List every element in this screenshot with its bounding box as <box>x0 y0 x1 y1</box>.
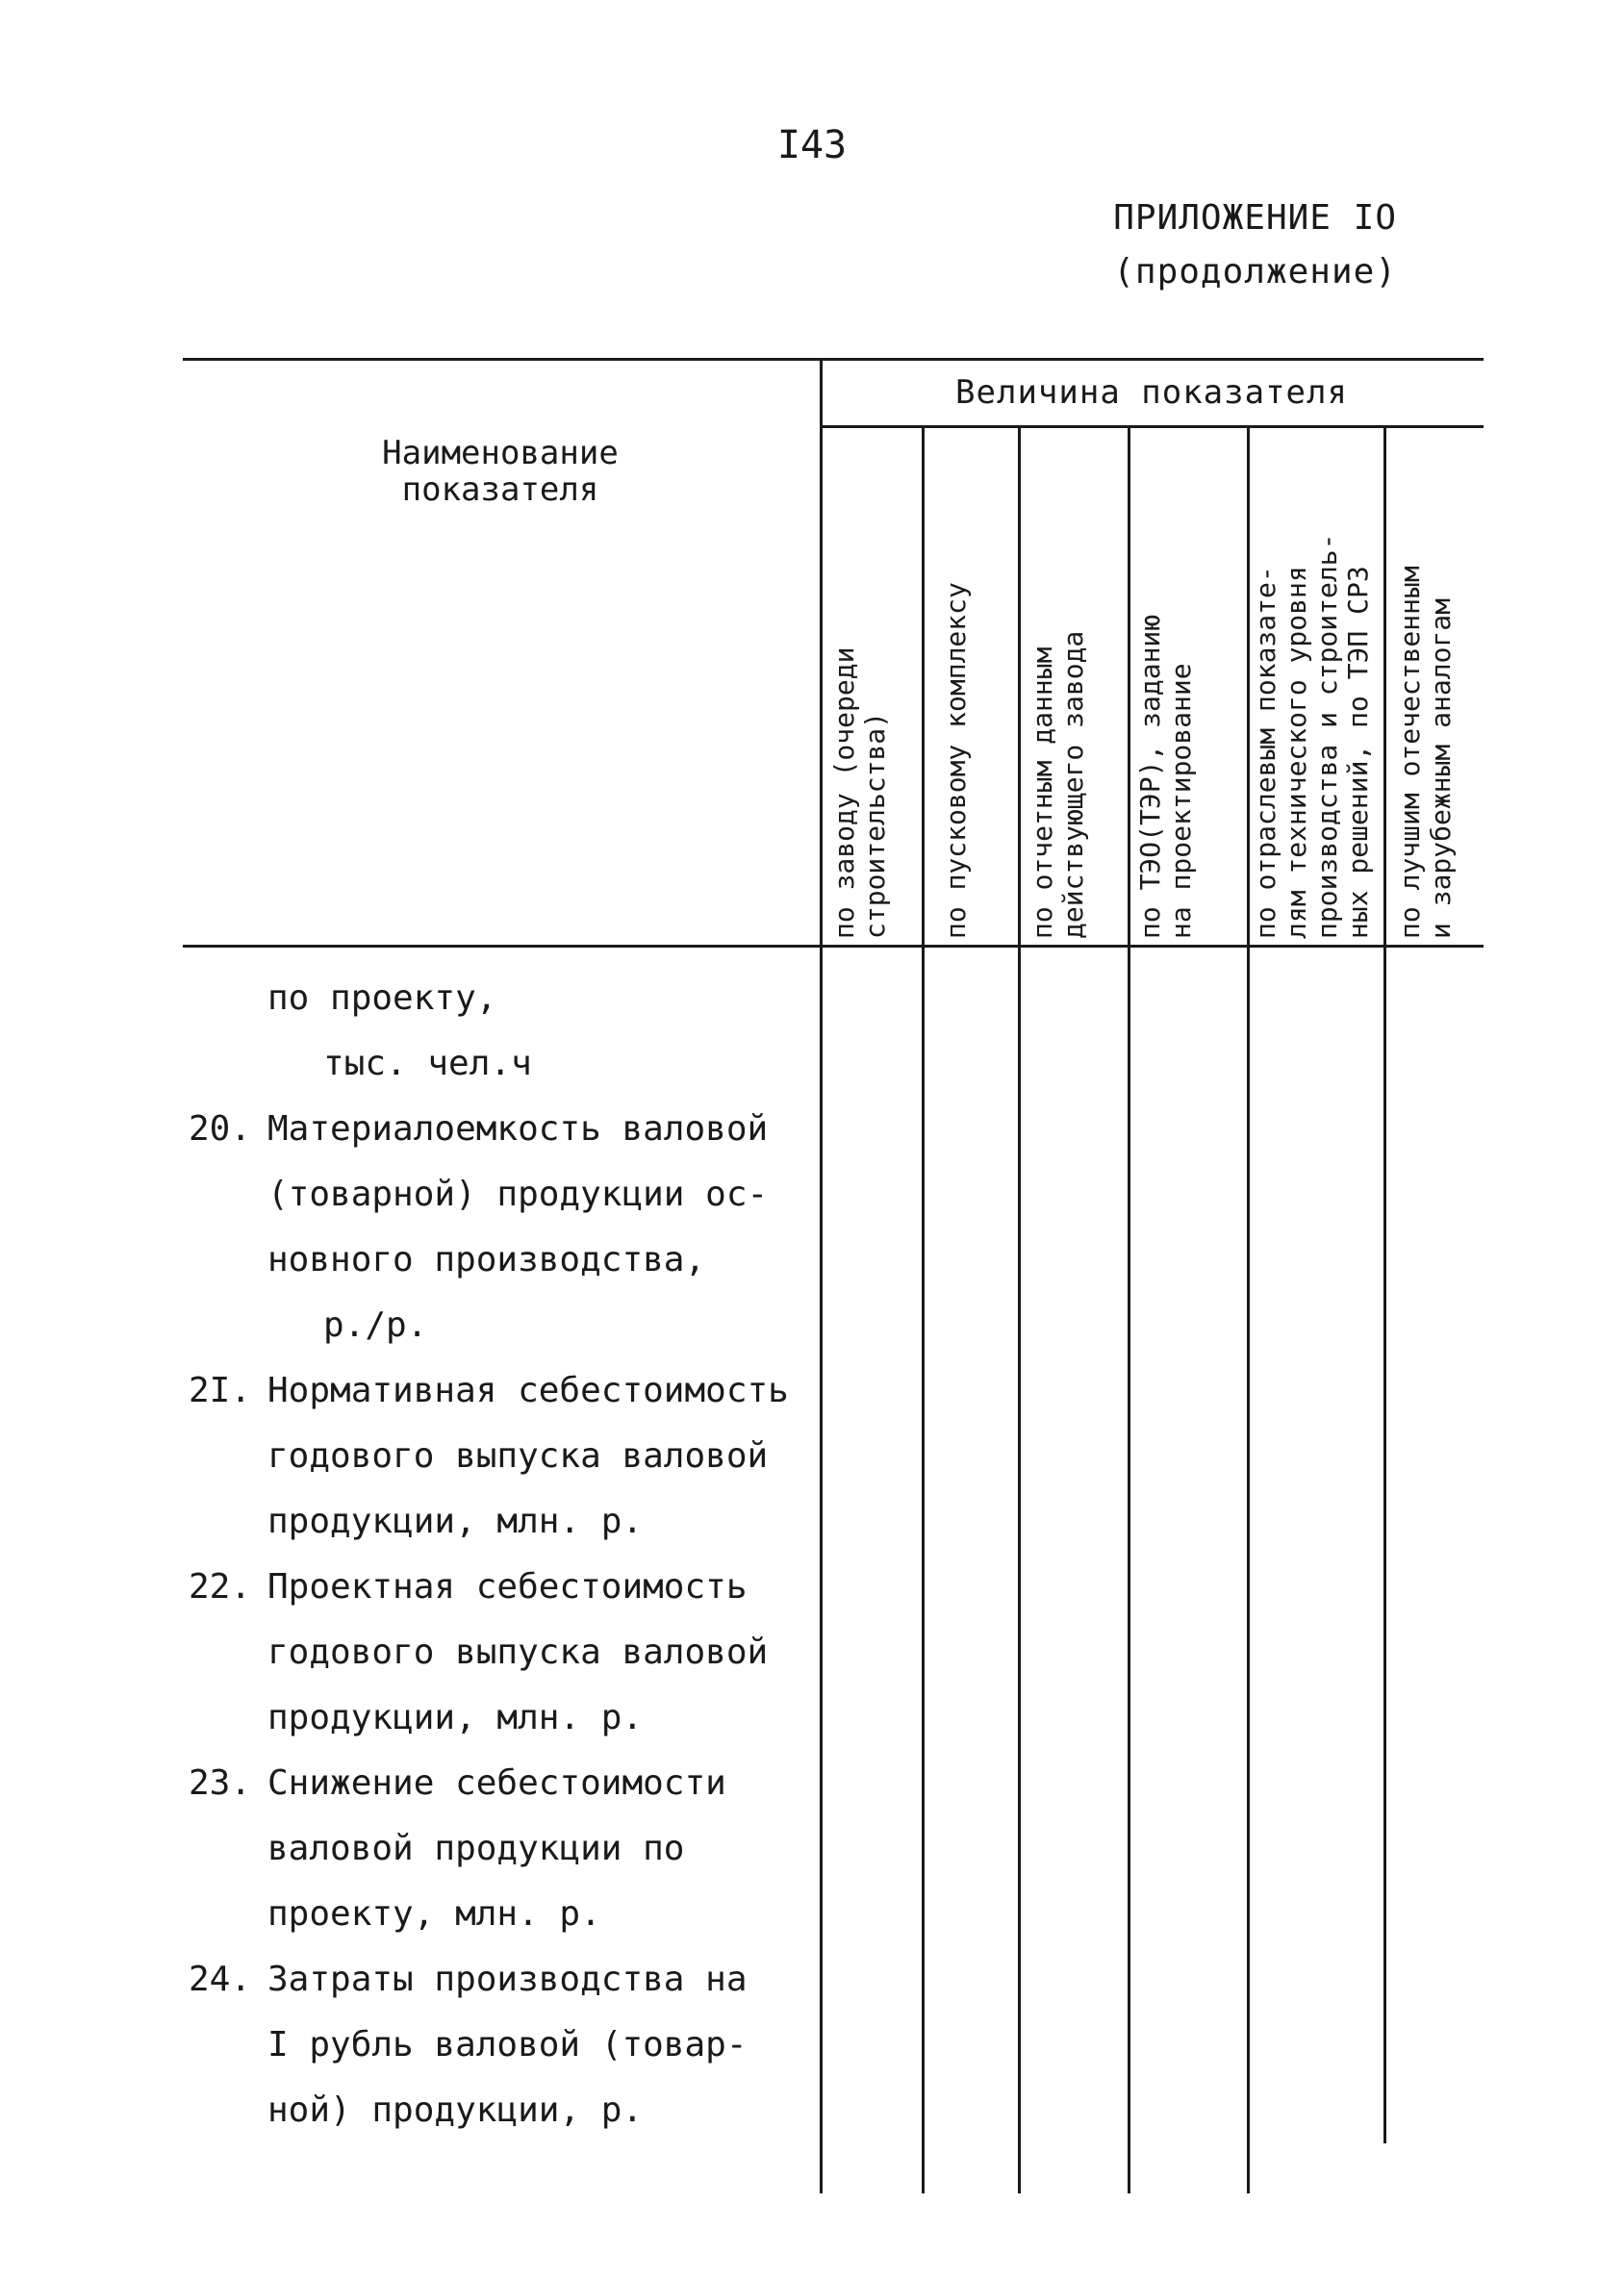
name-column-header: Наименование показателя <box>382 434 619 509</box>
column-header-industry-indicators: по отраслевым показате- лям технического уровня производства и строитель- ных решений, по ТЭП СРЗ <box>1250 533 1374 939</box>
header-bottom-rule <box>183 945 1484 948</box>
table-row: 24. Затраты производства на I рубль валовой (товар- ной) продукции, р. <box>189 1960 748 2130</box>
column-header-feasibility-study: по ТЭО(ТЭР), заданию на проектирование <box>1134 614 1197 939</box>
column-header-launch-complex: по пусковому комплексу <box>940 582 972 939</box>
table-row: 22. Проектная себестоимость годового выпуска валовой продукции, млн. р. <box>189 1567 769 1737</box>
appendix-title: ПРИЛОЖЕНИЕ IO <box>1113 198 1397 238</box>
table-body <box>189 966 814 2143</box>
value-group-header: Величина показателя <box>955 373 1348 412</box>
table-row: 23. Снижение себестоимости валовой продукции по проекту, млн. р. <box>189 1763 726 1934</box>
column-header-plant: по заводу (очереди строительства) <box>828 646 891 939</box>
table-row: по проекту, тыс. чел.ч <box>267 978 532 1083</box>
column-header-best-analogues: по лучшим отечественным и зарубежным аналогам <box>1394 566 1457 939</box>
appendix-subtitle: (продолжение) <box>1113 252 1397 291</box>
page-number: I43 <box>776 123 848 167</box>
table-row: 2I. Нормативная себестоимость годового выпуска валовой продукции, млн. р. <box>189 1371 789 1541</box>
column-header-reported-data: по отчетным данным действующего завода <box>1027 630 1089 939</box>
name-column-divider <box>820 358 823 2193</box>
table-top-rule <box>183 358 1484 361</box>
table-row: 20. Материалоемкость валовой (товарной) продукции ос- новного производства, р./р. <box>189 1109 769 1345</box>
